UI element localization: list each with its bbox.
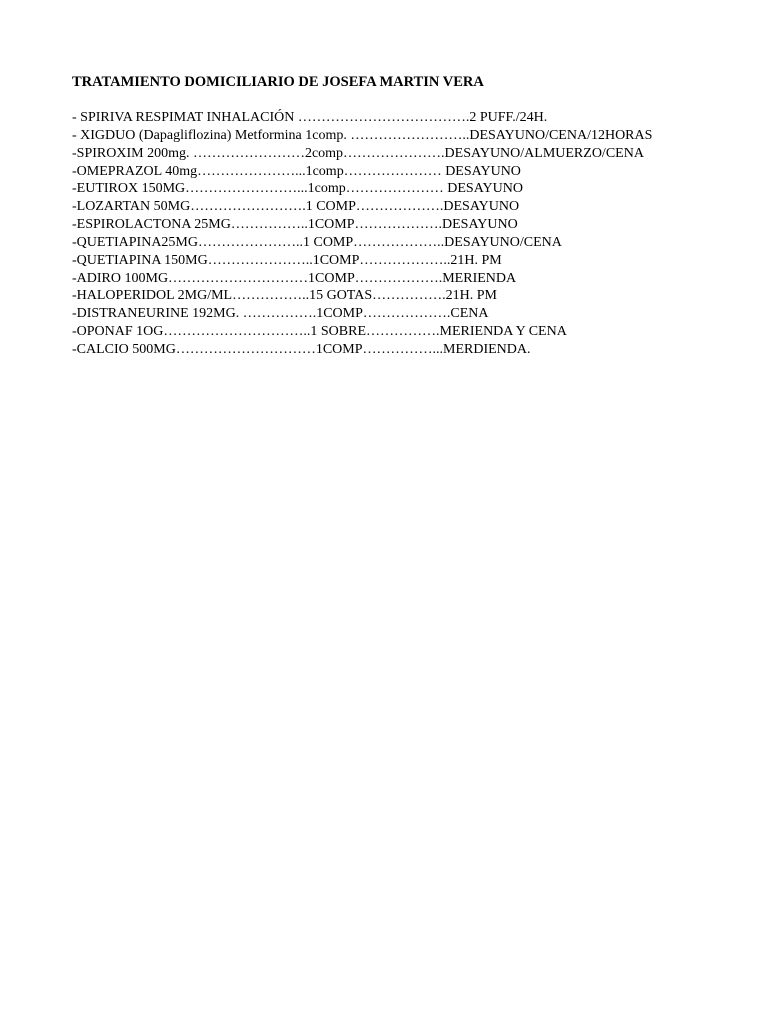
medication-line-spiroxim: -SPIROXIM 200mg. ……………………2comp………………….DESAYUNO/ALMUERZO/CENA (72, 145, 644, 161)
medication-line-espirolactona: -ESPIROLACTONA 25MG……………..1COMP……………….DESAYUNO (72, 217, 518, 233)
medication-line-distraneurine: -DISTRANEURINE 192MG. …………….1COMP……………….CENA (72, 306, 489, 322)
medication-line-adiro: -ADIRO 100MG…………………………1COMP……………….MERIENDA (72, 270, 517, 286)
medication-line-calcio: -CALCIO 500MG…………………………1COMP……………...MERDIENDA. (72, 341, 531, 357)
medication-line-quetiapina-25: -QUETIAPINA25MG…………………..1 COMP………………..DESAYUNO/CENA (72, 234, 562, 250)
medication-line-omeprazol: -OMEPRAZOL 40mg…………………...1comp………………… DESAYUNO (72, 163, 521, 179)
document-body (72, 73, 722, 359)
medication-line-haloperidol: -HALOPERIDOL 2MG/ML……………..15 GOTAS…………….21H. PM (72, 288, 497, 304)
medication-line-oponaf: -OPONAF 1OG…………………………..1 SOBRE…………….MERIENDA Y CENA (72, 324, 567, 340)
medication-line-spiriva: - SPIRIVA RESPIMAT INHALACIÓN ……………………………….2 PUFF./24H. (72, 110, 548, 125)
medication-line-xigduo: - XIGDUO (Dapagliflozina) Metformina 1comp. ……………………..DESAYUNO/CENA/12HORAS (72, 127, 653, 143)
medication-line-lozartan: -LOZARTAN 50MG…………………….1 COMP……………….DESAYUNO (72, 199, 520, 215)
medication-line-quetiapina-150: -QUETIAPINA 150MG…………………..1COMP………………..21H. PM (72, 252, 502, 268)
medication-list (72, 109, 722, 359)
medication-line-eutirox: -EUTIROX 150MG……………………...1comp………………… DESAYUNO (72, 181, 523, 197)
document-title: TRATAMIENTO DOMICILIARIO DE JOSEFA MARTIN VERA (72, 74, 484, 90)
